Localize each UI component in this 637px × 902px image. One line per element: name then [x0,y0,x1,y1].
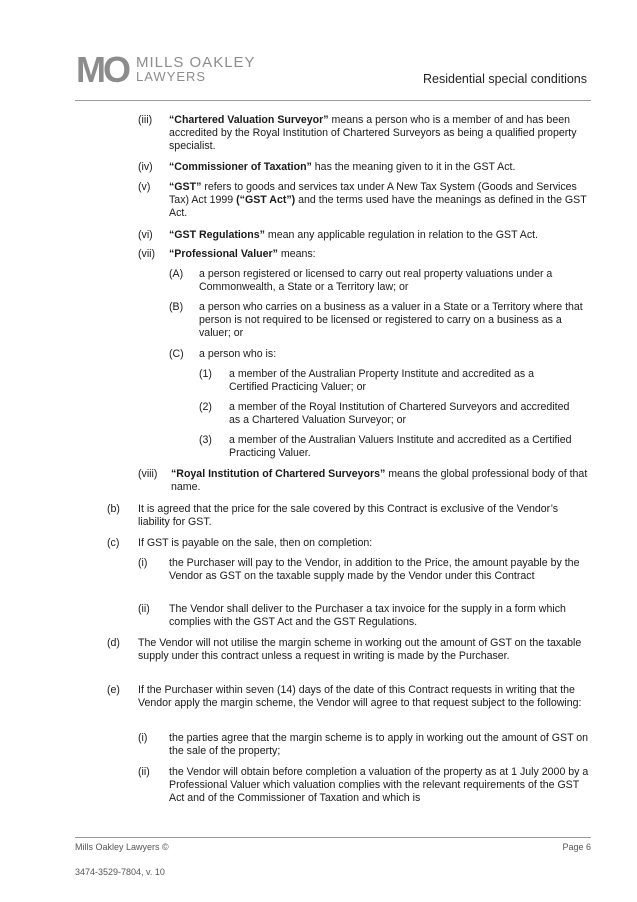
clause-number: (iv) [138,161,153,173]
clause-number: (C) [169,348,184,360]
clause-number: (b) [107,503,120,515]
document-id: 3474-3529-7804, v. 10 [75,867,165,877]
clause-text: The Vendor will not utilise the margin scheme in working out the amount of GST on the taxable supply under this contract unless a request in writing is made by the Purchaser. [138,637,582,662]
clause-text: a member of the Australian Valuers Institute and accredited as a Certified Practicing Valuer. [229,434,572,459]
clause-text: the Vendor will obtain before completion a valuation of the property as at 1 July 2000 by a Professional Valuer which valuation complies with the relevant requirements of the GST Act and of the Commissioner of Taxation and which is [169,766,589,804]
clause-text [169,229,590,242]
clause-text: a member of the Australian Property Institute and accredited as a Certified Practicing Valuer; or [229,368,535,393]
footer-divider [75,837,591,838]
logo-mark: MO [76,49,128,90]
clause-body: and the terms used have the meanings as defined in the GST Act. [169,194,587,219]
clause-text: the Purchaser will pay to the Vendor, in addition to the Price, the amount payable by the Vendor as GST on the taxable supply made by the Vendor under this Contract [169,557,580,582]
clause-number: (2) [199,401,212,413]
clause-body: means the global professional body of that name. [171,468,588,493]
clause-text: If the Purchaser within seven (14) days of the date of this Contract requests in writing that the Vendor apply the margin scheme, the Vendor will agree to that request subject to the following: [138,684,582,709]
clause-number: (c) [107,537,120,549]
clause-number: (i) [138,732,148,744]
clause-text: a member of the Royal Institution of Chartered Surveyors and accredited as a Chartered Valuation Surveyor; or [229,401,570,426]
footer-firm: Mills Oakley Lawyers © [75,842,169,852]
clause-text [169,181,590,220]
document-title: Residential special conditions [423,72,587,86]
clause-text: a person who is: [199,348,277,360]
clause-number: (e) [107,684,120,696]
clause-text [169,161,590,174]
clause-number: (1) [199,368,212,380]
clause-number: (iii) [138,114,153,126]
clause-text: the parties agree that the margin scheme is to apply in working out the amount of GST on the sale of the property; [169,732,589,757]
clause-text: It is agreed that the price for the sale covered by this Contract is exclusive of the Vendor’s liability for GST. [138,503,559,528]
clause-number: (A) [169,268,184,280]
header-divider [75,100,591,101]
logo-text [136,56,256,84]
clause-body: refers to goods and services tax under A New Tax System (Goods and Services Tax) Act 1999 [169,181,577,206]
clause-number: (B) [169,301,184,313]
defined-term: “Professional Valuer” [169,248,278,260]
defined-term: “Commissioner of Taxation” [169,161,312,173]
clause-number: (viii) [138,468,158,480]
clause-text [169,114,590,153]
logo-firm-type: LAWYERS [136,69,207,84]
clause-number: (vi) [138,229,153,241]
defined-term: “GST” [169,181,202,193]
clause-number: (d) [107,637,120,649]
clause-number: (i) [138,557,148,569]
defined-term: “Royal Institution of Chartered Surveyors” [171,468,386,480]
clause-text: a person who carries on a business as a valuer in a State or a Territory where that person is not required to be licensed or registered to carry on a business as a valuer; or [199,301,583,339]
defined-term: (“GST Act”) [236,194,296,206]
logo-firm-name: MILLS OAKLEY [136,54,256,71]
clause-number: (ii) [138,603,150,615]
page-number: Page 6 [562,842,591,852]
clause-text [169,248,590,261]
defined-term: “Chartered Valuation Surveyor” [169,114,329,126]
clause-text: The Vendor shall deliver to the Purchaser a tax invoice for the supply in a form which complies with the GST Act and the GST Regulations. [169,603,566,628]
clause-body: mean any applicable regulation in relation to the GST Act. [264,229,539,241]
defined-term: “GST Regulations” [169,229,265,241]
clause-body: means: [277,248,316,260]
clause-number: (3) [199,434,212,446]
clause-body: has the meaning given to it in the GST Act. [311,161,516,173]
clause-body: means a person who is a member of and has been accredited by the Royal Institution of Chartered Surveyors as being a qualified property specialist. [169,114,577,152]
clause-number: (vii) [138,248,156,260]
clause-number: (v) [138,181,151,193]
clause-text: a person registered or licensed to carry out real property valuations under a Commonwealth, a State or a Territory law; or [199,268,553,293]
clause-text: If GST is payable on the sale, then on completion: [138,537,373,549]
clause-text [171,468,590,494]
firm-logo [76,49,256,90]
clause-number: (ii) [138,766,150,778]
